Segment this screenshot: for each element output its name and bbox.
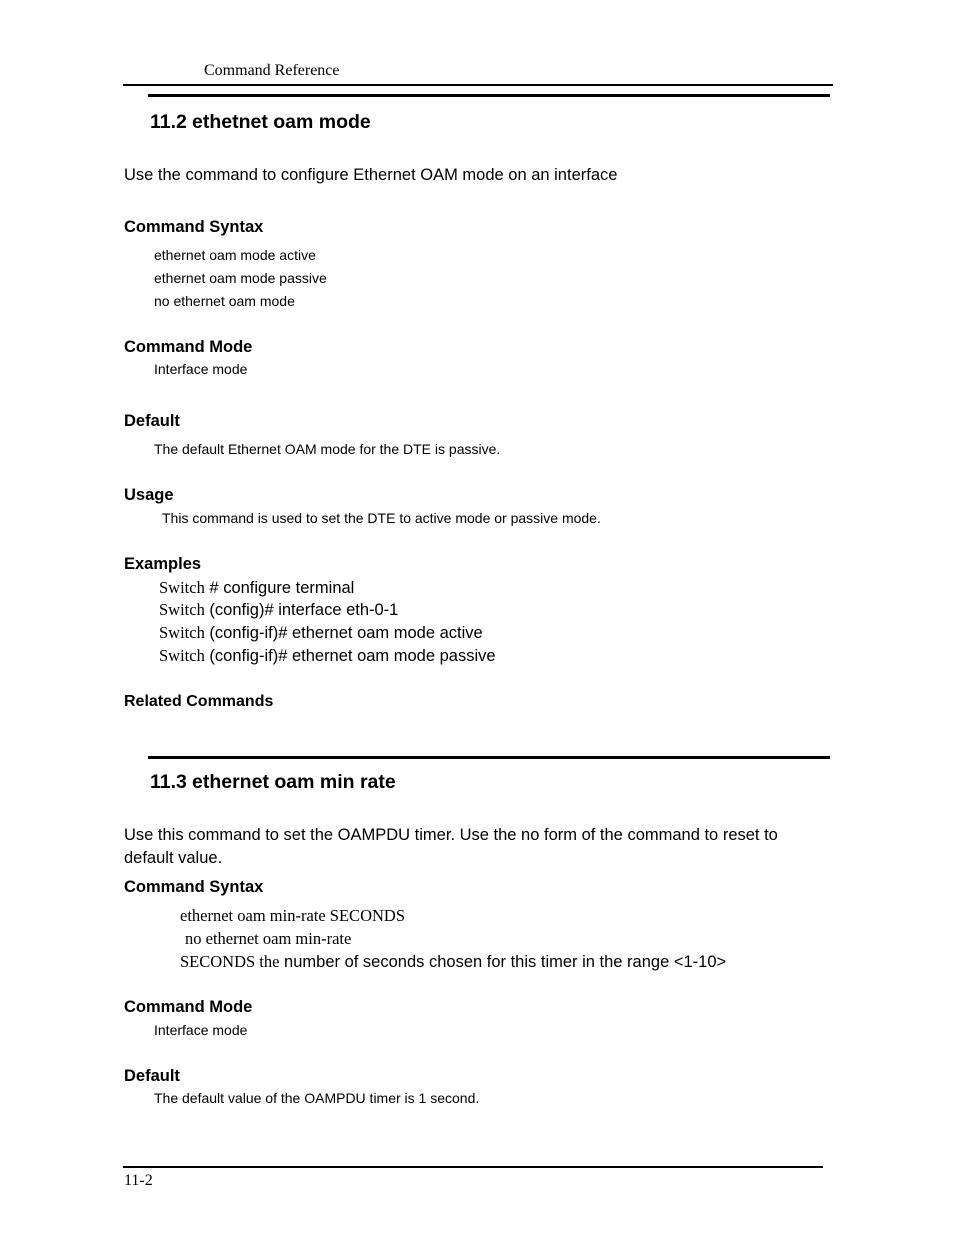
example-prompt: Switch [159,578,205,597]
command-mode-text: Interface mode [154,361,248,377]
command-syntax-heading: Command Syntax [124,878,264,896]
example-line [159,578,354,598]
command-mode-heading: Command Mode [124,338,253,356]
examples-heading: Examples [124,555,202,573]
syntax-line: no ethernet oam mode [154,293,295,309]
example-command: (config)# interface eth-0-1 [204,601,399,619]
default-heading: Default [124,1067,180,1085]
parameter-text: number of seconds chosen for this timer in the range <1-10> [279,953,727,971]
syntax-line: ethernet oam mode passive [154,270,327,286]
example-command: # configure terminal [204,579,355,597]
header-rule [123,84,833,86]
section-intro-line: Use this command to set the OAMPDU timer. Use the no form of the command to reset to [124,826,778,844]
example-line [159,600,398,620]
syntax-line: no ethernet oam min-rate [185,929,352,948]
example-prompt: Switch [159,600,205,619]
usage-heading: Usage [124,486,174,504]
command-mode-text: Interface mode [154,1022,248,1038]
example-command: (config-if)# ethernet oam mode passive [204,647,496,665]
section-intro-line: default value. [124,849,223,867]
usage-text: This command is used to set the DTE to active mode or passive mode. [162,510,601,526]
command-mode-heading: Command Mode [124,998,253,1016]
example-line [159,646,496,666]
example-command: (config-if)# ethernet oam mode active [204,624,483,642]
section-title-text: ethernet oam min rate [192,771,396,793]
default-text: The default Ethernet OAM mode for the DTE is passive. [154,441,501,457]
section-divider [148,94,830,97]
section-number: 11.2 [150,111,187,133]
section-title-text: ethetnet oam mode [192,111,371,133]
section-divider [148,756,830,759]
syntax-line: ethernet oam min-rate SECONDS [180,906,405,925]
example-line [159,623,483,643]
running-header: Command Reference [204,62,340,79]
example-prompt: Switch [159,623,205,642]
example-prompt: Switch [159,646,205,665]
section-title [150,111,371,134]
parameter-description [180,952,726,972]
default-heading: Default [124,412,180,430]
related-commands-heading: Related Commands [124,693,274,710]
page-number: 11-2 [124,1172,153,1189]
section-number: 11.3 [150,771,187,793]
default-text: The default value of the OAMPDU timer is 1 second. [154,1090,480,1106]
parameter-name: SECONDS the [180,952,280,971]
syntax-line: ethernet oam mode active [154,247,316,263]
section-intro: Use the command to configure Ethernet OAM mode on an interface [124,166,618,184]
command-syntax-heading: Command Syntax [124,218,264,236]
footer-rule [123,1166,823,1168]
section-title [150,771,396,794]
